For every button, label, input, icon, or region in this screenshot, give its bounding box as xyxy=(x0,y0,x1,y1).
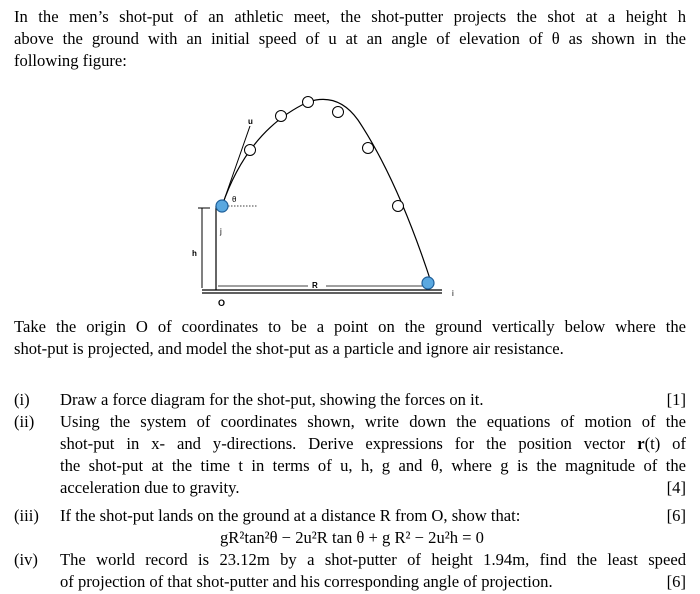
origin-paragraph xyxy=(14,316,686,360)
label-i: i xyxy=(452,289,454,298)
question-number: (iii) xyxy=(14,506,39,525)
question-text: Using the system of coordinates shown, write down the equations of motion of the xyxy=(60,412,686,431)
question-marks: [6] xyxy=(666,506,686,525)
question-text: Draw a force diagram for the shot-put, showing the forces on it. xyxy=(60,390,484,409)
label-O: O xyxy=(218,298,226,308)
shot-ball xyxy=(393,201,404,212)
question-marks: [4] xyxy=(666,478,686,497)
question-number: (iv) xyxy=(14,550,38,569)
shot-ball xyxy=(276,111,287,122)
origin-line-2: shot-put is projected, and model the shot-put as a particle and ignore air resistance. xyxy=(14,339,564,358)
intro-paragraph xyxy=(14,6,686,72)
question-text: acceleration due to gravity. xyxy=(60,478,240,497)
question-text: shot-put in x- and y-directions. Derive expressions for the position vector r(t) of xyxy=(60,434,687,453)
label-R: R xyxy=(312,281,318,290)
shot-ball-landing xyxy=(422,277,434,289)
intro-line-3: following figure: xyxy=(14,51,127,70)
label-j: j xyxy=(220,227,222,236)
label-theta: θ xyxy=(232,195,237,204)
velocity-vector xyxy=(222,126,250,206)
question-text: The world record is 23.12m by a shot-putter of height 1.94m, find the least speed xyxy=(60,550,686,569)
intro-line-1: In the men’s shot-put of an athletic meet, the shot-putter projects the shot at a height h xyxy=(14,7,686,26)
question-text: If the shot-put lands on the ground at a distance R from O, show that: xyxy=(60,506,521,525)
equation: gR²tan²θ − 2u²R tan θ + g R² − 2u²h = 0 xyxy=(220,528,484,547)
question-marks: [6] xyxy=(666,572,686,591)
origin-line-1: Take the origin O of coordinates to be a point on the ground vertically below where the xyxy=(14,317,686,336)
shot-ball-start xyxy=(216,200,228,212)
intro-line-2: above the ground with an initial speed of u at an angle of elevation of θ as shown in the xyxy=(14,29,686,48)
shot-ball xyxy=(333,107,344,118)
question-text: the shot-put at the time t in terms of u, h, g and θ, where g is the magnitude of the xyxy=(60,456,686,475)
shot-ball xyxy=(303,97,314,108)
question-number: (i) xyxy=(14,390,30,409)
question-marks: [1] xyxy=(666,390,686,409)
question-text: of projection of that shot-putter and his corresponding angle of projection. xyxy=(60,572,553,591)
label-h: h xyxy=(192,249,197,258)
shot-ball xyxy=(245,145,256,156)
label-u: u xyxy=(248,117,253,126)
trajectory-curve xyxy=(222,99,432,285)
question-number: (ii) xyxy=(14,412,35,431)
trajectory-figure xyxy=(188,90,478,312)
shot-ball xyxy=(363,143,374,154)
